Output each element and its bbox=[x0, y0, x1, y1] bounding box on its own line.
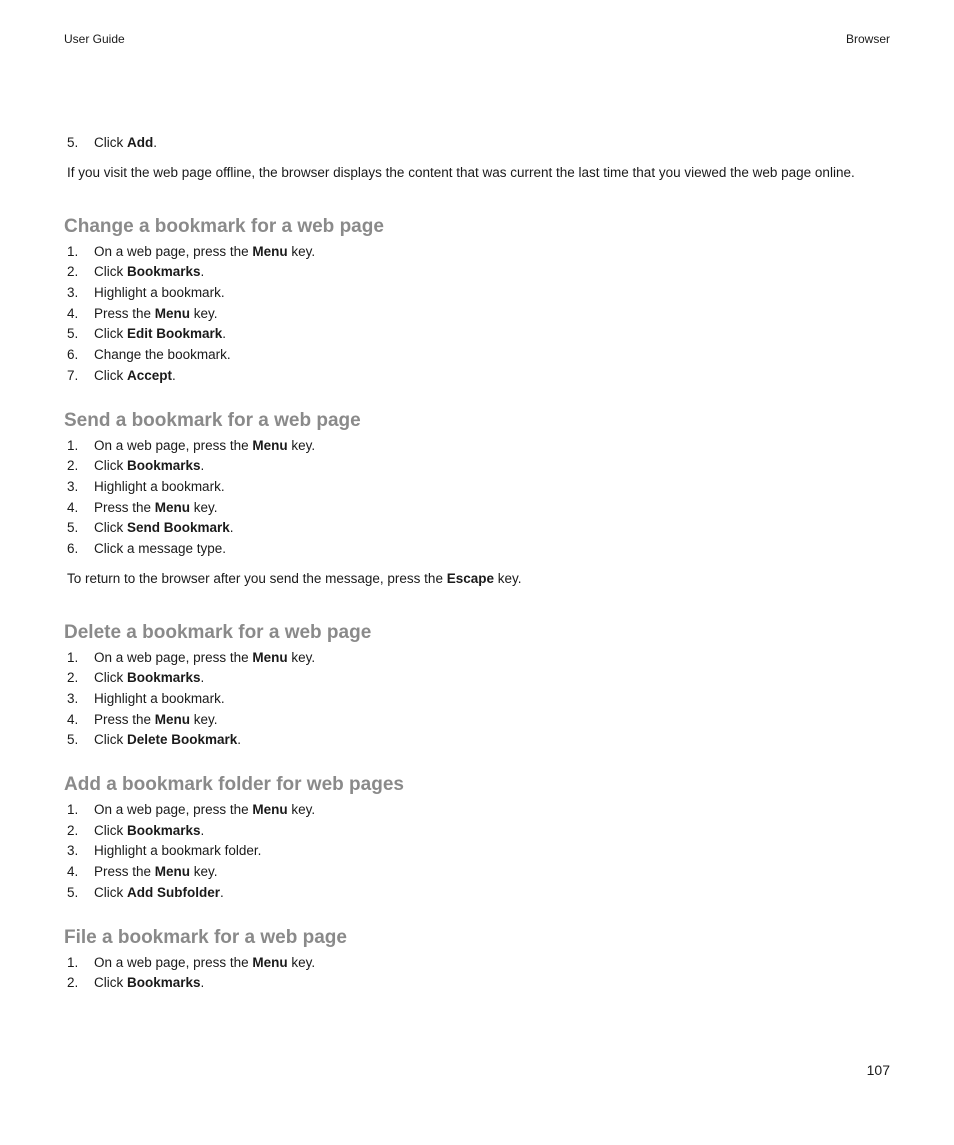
step-item bbox=[67, 689, 890, 710]
step-number: 5. bbox=[67, 135, 79, 150]
step-number: 4. bbox=[67, 864, 79, 880]
step-item bbox=[67, 668, 890, 689]
section-send-bookmark bbox=[64, 408, 890, 589]
step-list bbox=[67, 648, 890, 751]
step-text: Press the Menu key. bbox=[94, 305, 218, 321]
section-delete-bookmark bbox=[64, 620, 890, 751]
intro-step-list bbox=[67, 133, 890, 154]
step-text: Press the Menu key. bbox=[94, 499, 218, 515]
step-item bbox=[67, 821, 890, 842]
step-item bbox=[67, 283, 890, 304]
step-item bbox=[67, 883, 890, 904]
step-number: 3. bbox=[67, 691, 79, 706]
step-item bbox=[67, 730, 890, 751]
step-number: 1. bbox=[67, 802, 79, 818]
step-text: Click Bookmarks. bbox=[94, 670, 205, 686]
step-item bbox=[67, 436, 890, 457]
step-item bbox=[67, 518, 890, 539]
header-chapter: Browser bbox=[845, 32, 890, 46]
step-number: 3. bbox=[67, 843, 79, 859]
step-text: On a web page, press the Menu key. bbox=[94, 243, 316, 259]
step-text: Press the Menu key. bbox=[94, 711, 218, 727]
escape-note: To return to the browser after you send the message, press the Escape key. bbox=[67, 570, 522, 586]
step-number: 2. bbox=[67, 458, 79, 474]
header-doc-title: User Guide bbox=[64, 32, 125, 46]
step-item bbox=[67, 710, 890, 731]
step-text: Highlight a bookmark. bbox=[94, 285, 225, 301]
step-text: On a web page, press the Menu key. bbox=[94, 437, 316, 453]
step-item bbox=[67, 539, 890, 560]
step-text: Click Send Bookmark. bbox=[94, 520, 234, 536]
step-list bbox=[67, 800, 890, 903]
step-text: Change the bookmark. bbox=[94, 347, 231, 363]
step-text: Click Bookmarks. bbox=[94, 822, 205, 838]
step-item bbox=[67, 953, 890, 974]
section-add-folder bbox=[64, 772, 890, 903]
step-item bbox=[67, 242, 890, 263]
step-item bbox=[67, 498, 890, 519]
page-header bbox=[64, 32, 890, 46]
step-number: 5. bbox=[67, 884, 79, 900]
section-heading: Change a bookmark for a web page bbox=[64, 215, 384, 237]
step-item bbox=[67, 262, 890, 283]
section-file-bookmark bbox=[64, 925, 890, 994]
document-body bbox=[64, 133, 890, 994]
step-number: 2. bbox=[67, 670, 79, 686]
step-text: Highlight a bookmark folder. bbox=[94, 843, 262, 859]
step-text: Click a message type. bbox=[94, 540, 227, 556]
step-number: 2. bbox=[67, 975, 79, 991]
step-number: 4. bbox=[67, 499, 79, 515]
step-item bbox=[67, 366, 890, 387]
step-text: On a web page, press the Menu key. bbox=[94, 649, 316, 665]
step-list bbox=[67, 242, 890, 387]
section-heading: Add a bookmark folder for web pages bbox=[64, 774, 404, 796]
step-item bbox=[67, 456, 890, 477]
step-item bbox=[67, 477, 890, 498]
section-change-bookmark bbox=[64, 214, 890, 387]
step-number: 2. bbox=[67, 264, 79, 280]
step-text: Highlight a bookmark. bbox=[94, 478, 225, 494]
step-item bbox=[67, 345, 890, 366]
step-number: 5. bbox=[67, 520, 79, 536]
step-text: Click Bookmarks. bbox=[94, 264, 205, 280]
step-item bbox=[67, 648, 890, 669]
step-number: 4. bbox=[67, 305, 79, 321]
step-item bbox=[67, 973, 890, 994]
section-heading: Delete a bookmark for a web page bbox=[64, 621, 372, 643]
step-number: 5. bbox=[67, 326, 79, 342]
step-number: 2. bbox=[67, 822, 79, 838]
step-number: 1. bbox=[67, 649, 79, 665]
section-heading: File a bookmark for a web page bbox=[64, 926, 347, 948]
step-text: Click Edit Bookmark. bbox=[94, 326, 227, 342]
step-list bbox=[67, 436, 890, 560]
step-text: Click Add Subfolder. bbox=[94, 884, 224, 900]
step-list bbox=[67, 953, 890, 994]
step-number: 6. bbox=[67, 540, 79, 556]
step-number: 3. bbox=[67, 478, 79, 494]
step-number: 5. bbox=[67, 732, 79, 748]
step-text: On a web page, press the Menu key. bbox=[94, 802, 316, 818]
step-text: On a web page, press the Menu key. bbox=[94, 954, 316, 970]
step-number: 6. bbox=[67, 347, 79, 363]
step-text: Click Add. bbox=[94, 135, 158, 150]
step-text: Click Bookmarks. bbox=[94, 458, 205, 474]
step-text: Press the Menu key. bbox=[94, 864, 218, 880]
step-text: Click Accept. bbox=[94, 367, 176, 383]
section-heading: Send a bookmark for a web page bbox=[64, 409, 361, 431]
step-item bbox=[67, 133, 890, 154]
step-text: Click Delete Bookmark. bbox=[94, 732, 242, 748]
page-number: 107 bbox=[866, 1062, 890, 1078]
step-number: 4. bbox=[67, 711, 79, 727]
step-item bbox=[67, 324, 890, 345]
step-text: Click Bookmarks. bbox=[94, 975, 205, 991]
step-number: 1. bbox=[67, 954, 79, 970]
offline-note: If you visit the web page offline, the browser displays the content that was current the last time that you viewed the web page online. bbox=[67, 164, 855, 180]
step-item bbox=[67, 304, 890, 325]
step-number: 1. bbox=[67, 437, 79, 453]
step-item bbox=[67, 841, 890, 862]
step-number: 1. bbox=[67, 243, 79, 259]
step-number: 3. bbox=[67, 285, 79, 301]
step-item bbox=[67, 862, 890, 883]
step-number: 7. bbox=[67, 367, 79, 383]
step-item bbox=[67, 800, 890, 821]
step-text: Highlight a bookmark. bbox=[94, 691, 225, 706]
